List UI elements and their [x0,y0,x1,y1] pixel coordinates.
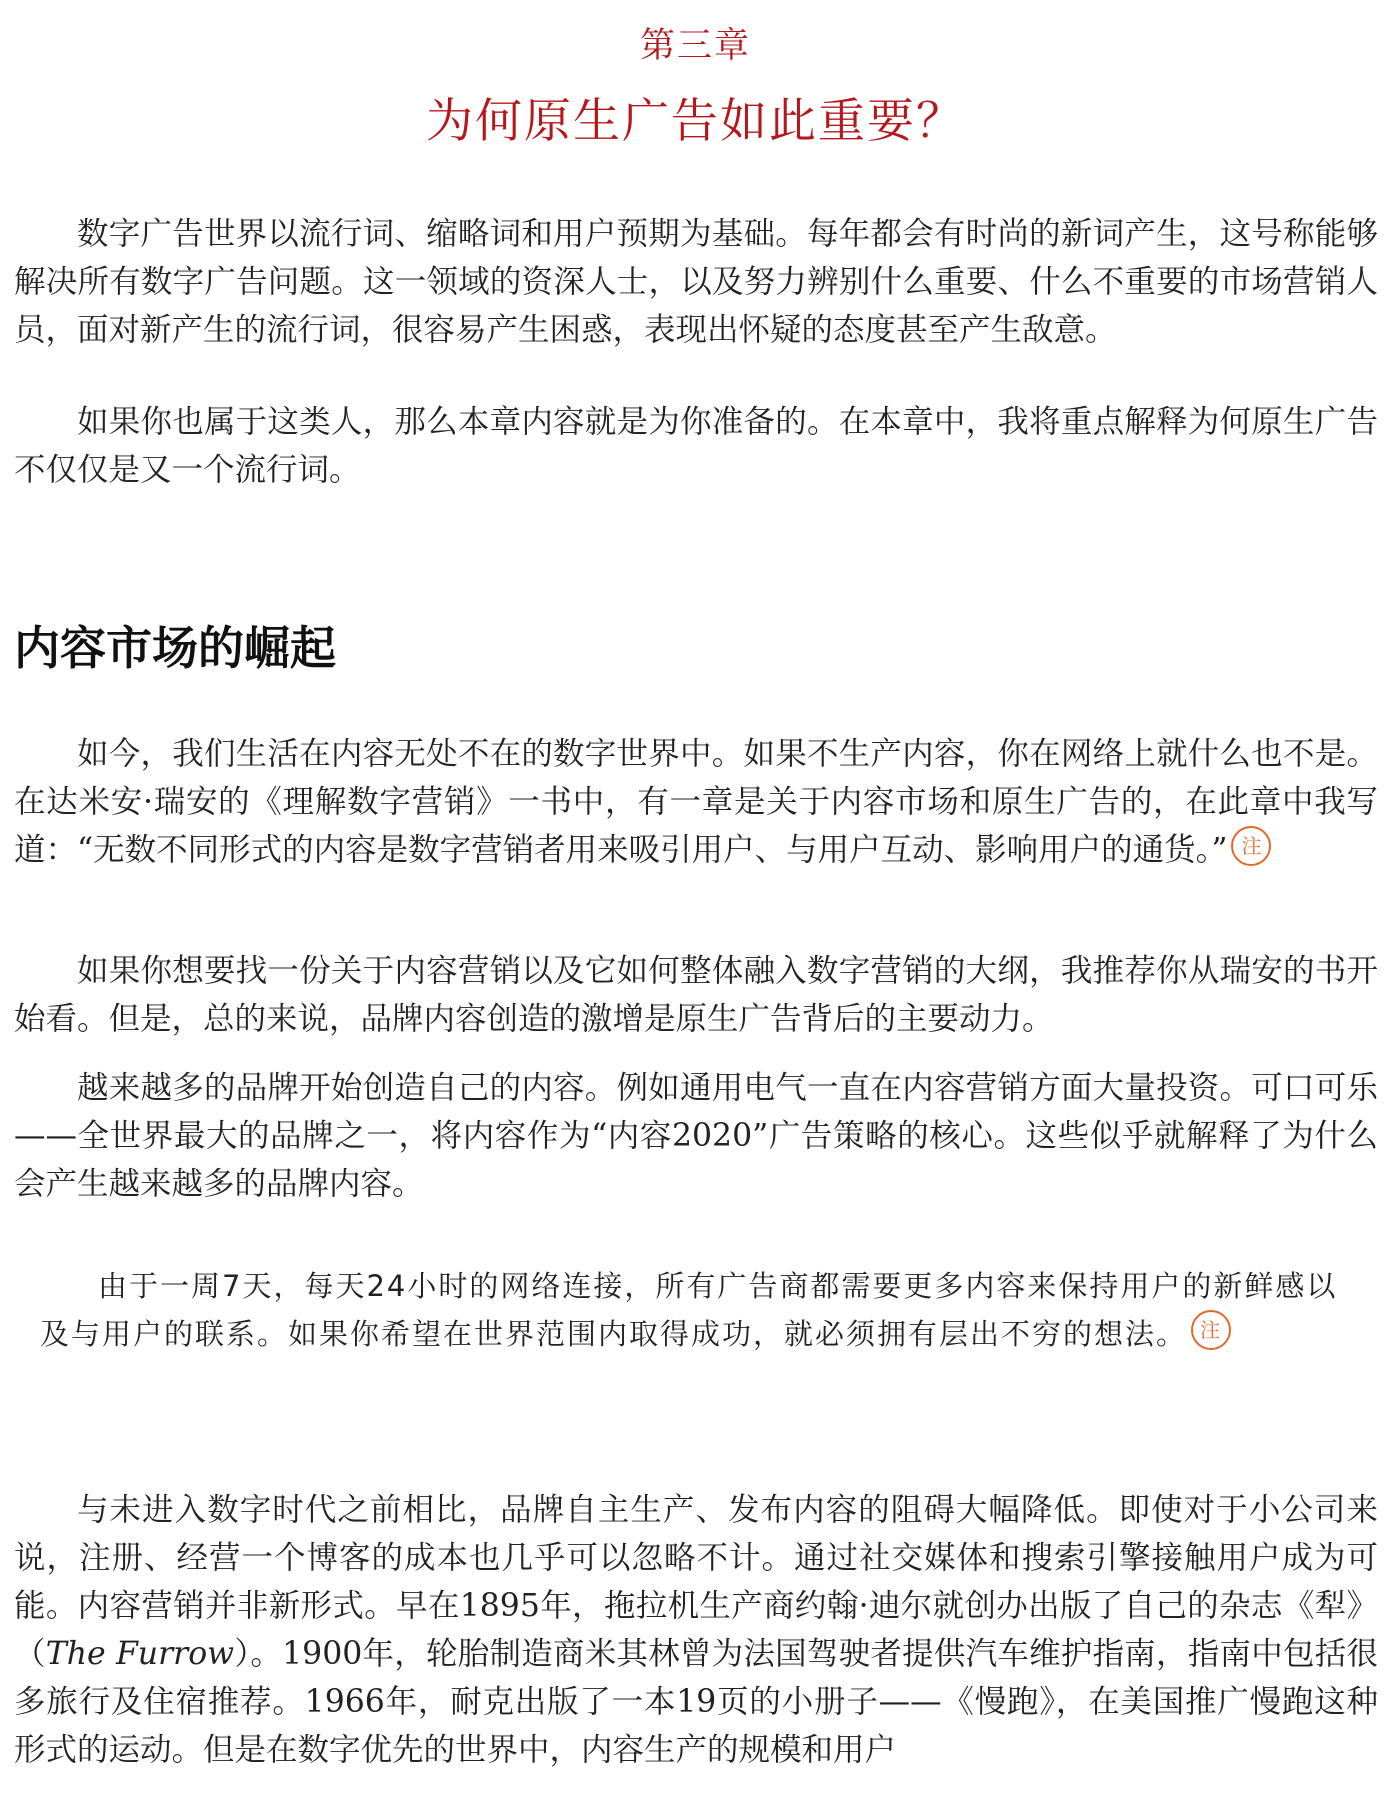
section-heading: 内容市场的崛起 [14,621,336,675]
section-paragraph-1 [14,730,1378,874]
book-title-en: The Furrow [45,1636,235,1672]
section-paragraph-4-text-a: 与未进入数字时代之前相比，品牌自主生产、发布内容的阻碍大幅降低。即使对于小公司来说，注册、经营一个博客的成本也几乎可以忽略不计。通过社交媒体和搜索引擎接触用户成为可能。内容营销并非新形式。早在1895年，拖拉机生产商约翰·迪尔就创办出版了自己的杂志《犁》（ [14,1492,1378,1672]
chapter-title: 为何原生广告如此重要？ [426,94,965,149]
intro-paragraph-1: 数字广告世界以流行词、缩略词和用户预期为基础。每年都会有时尚的新词产生，这号称能够解决所有数字广告问题。这一领域的资深人士，以及努力辨别什么重要、什么不重要的市场营销人员，面对新产生的流行词，很容易产生困惑，表现出怀疑的态度甚至产生敌意。 [14,216,1378,348]
section-paragraph-2: 如果你想要找一份关于内容营销以及它如何整体融入数字营销的大纲，我推荐你从瑞安的书开始看。但是，总的来说，品牌内容创造的激增是原生广告背后的主要动力。 [14,953,1378,1037]
section-paragraph-4-text-b: ）。1900年，轮胎制造商米其林曾为法国驾驶者提供汽车维护指南，指南中包括很多旅行及住宿推荐。1966年，耐克出版了一本19页的小册子——《慢跑》，在美国推广慢跑这种形式的运动。但是在数字优先的世界中，内容生产的规模和用户 [14,1636,1378,1768]
footnote-icon[interactable]: 注 [1231,826,1271,866]
section-paragraph-4 [14,1486,1378,1774]
pull-quote-text: 由于一周7天，每天24小时的网络连接，所有广告商都需要更多内容来保持用户的新鲜感以及与用户的联系。如果你希望在世界范围内取得成功，就必须拥有层出不穷的想法。 [40,1269,1338,1351]
chapter-label: 第三章 [639,26,751,66]
section-paragraph-3: 越来越多的品牌开始创造自己的内容。例如通用电气一直在内容营销方面大量投资。可口可乐——全世界最大的品牌之一，将内容作为“内容2020”广告策略的核心。这些似乎就解释了为什么会产生越来越多的品牌内容。 [14,1070,1378,1202]
pull-quote [40,1262,1350,1358]
footnote-icon[interactable]: 注 [1191,1310,1231,1350]
section-paragraph-1-text: 如今，我们生活在内容无处不在的数字世界中。如果不生产内容，你在网络上就什么也不是。在达米安·瑞安的《理解数字营销》一书中，有一章是关于内容市场和原生广告的，在此章中我写道：“无数不同形式的内容是数字营销者用来吸引用户、与用户互动、影响用户的通货。” [14,736,1378,868]
intro-paragraph-2: 如果你也属于这类人，那么本章内容就是为你准备的。在本章中，我将重点解释为何原生广告不仅仅是又一个流行词。 [14,404,1378,488]
